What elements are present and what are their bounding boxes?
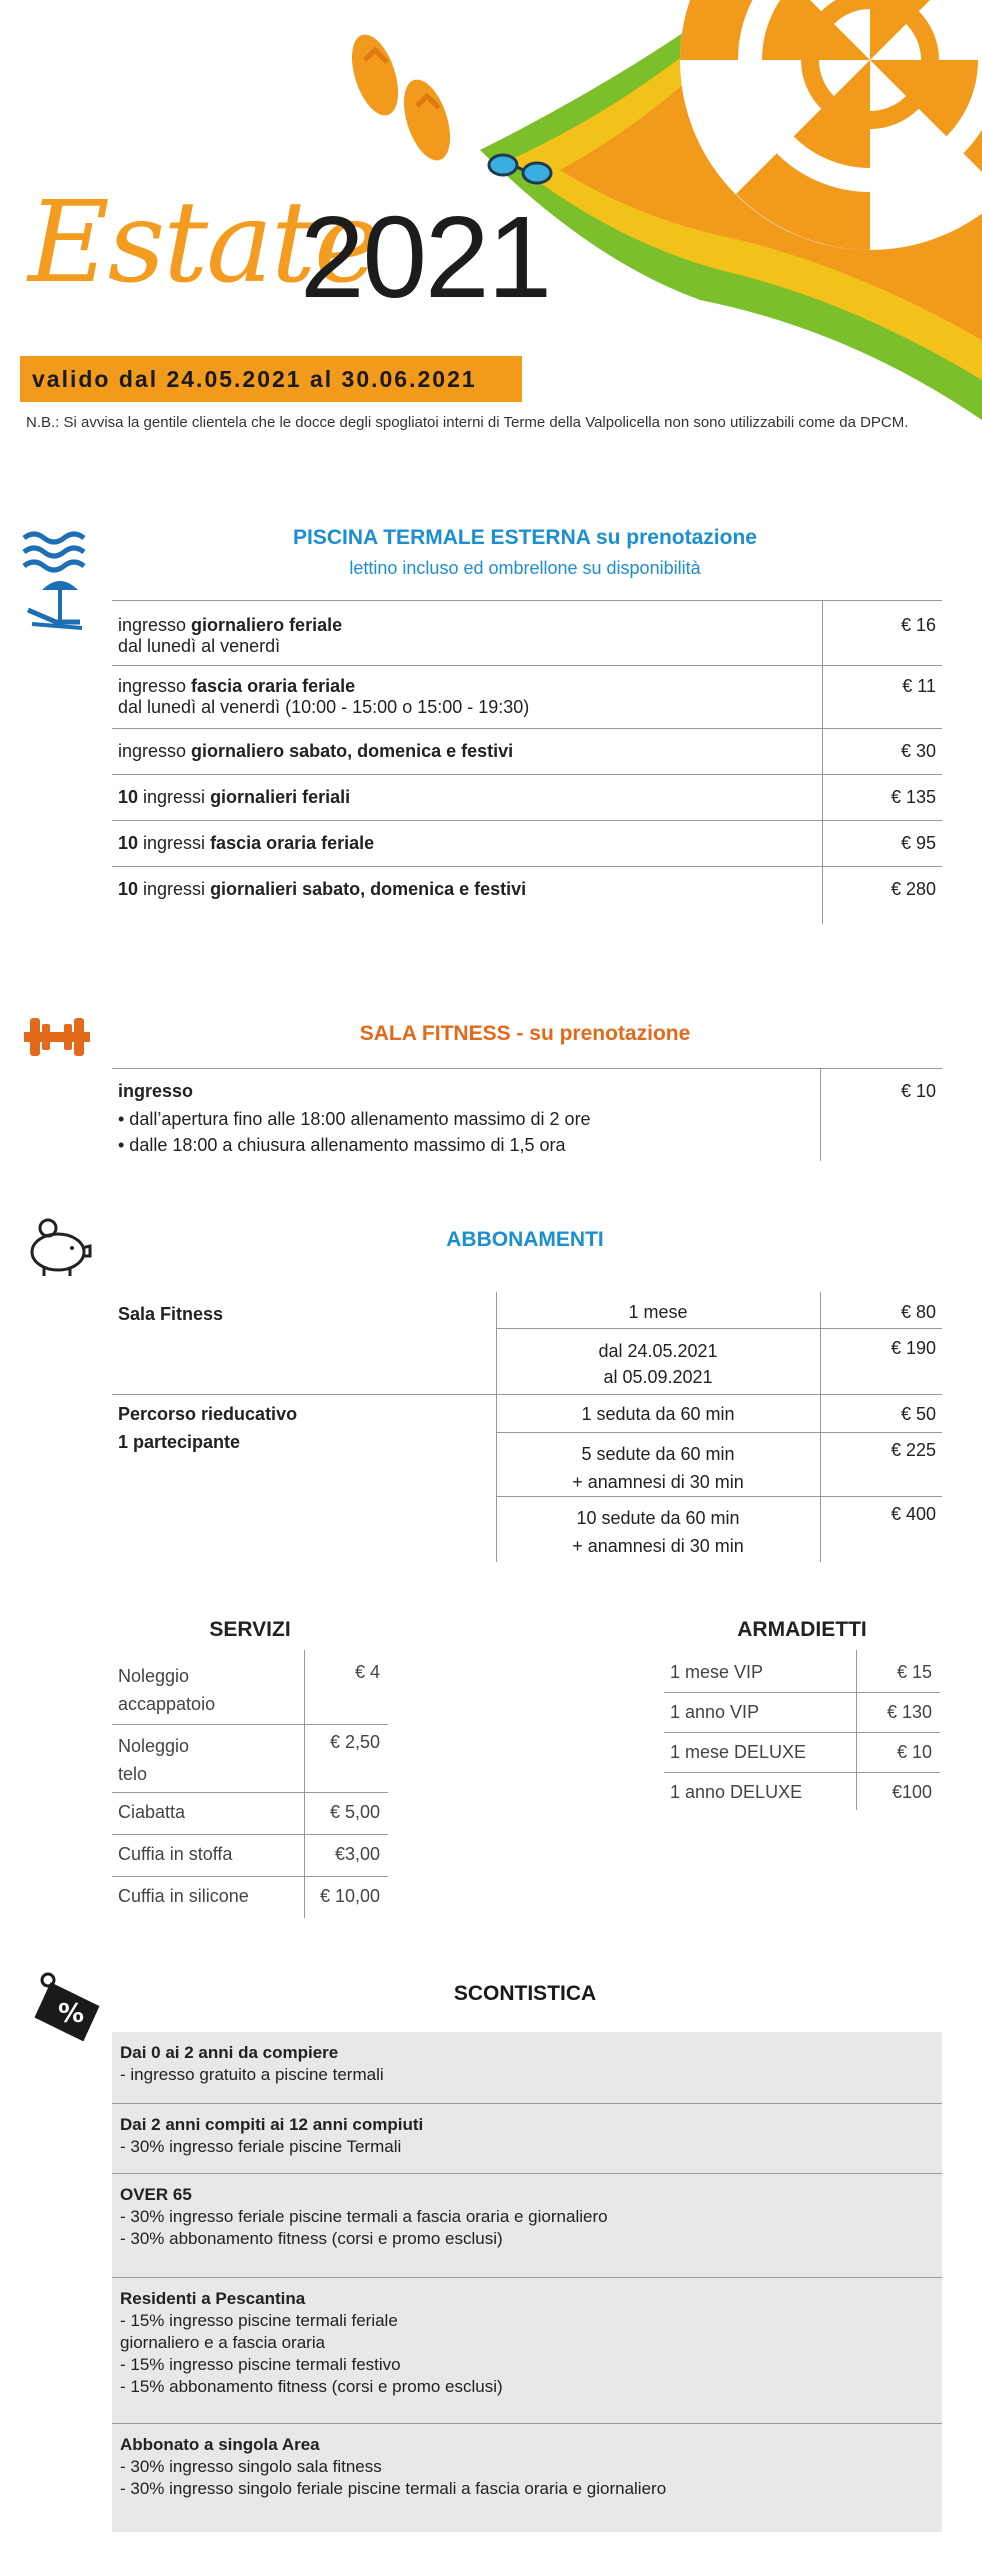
row-sep xyxy=(112,1792,388,1793)
servizi-price-0: € 4 xyxy=(354,1662,380,1682)
row-sep xyxy=(112,1834,388,1835)
row-sep xyxy=(112,1394,942,1395)
fitness-bullet-1: • dall’apertura fino alle 18:00 allenamento massimo di 2 ore xyxy=(118,1109,591,1129)
armadietti-col-divider xyxy=(856,1650,857,1810)
armadietti-table xyxy=(664,1650,940,1810)
row-sep xyxy=(496,1328,942,1329)
sf-desc-0: 1 mese xyxy=(628,1302,688,1322)
list-item: Dai 2 anni compiti ai 12 anni compiuti - 30% ingresso feriale piscine Termali xyxy=(112,2104,942,2174)
sf-desc-1: dal 24.05.2021 al 05.09.2021 xyxy=(598,1341,718,1387)
pr-price-1: € 225 xyxy=(890,1440,936,1460)
row-desc: ingresso giornaliero sabato, domenica e festivi xyxy=(112,729,822,775)
pr-desc-2: 10 sedute da 60 min + anamnesi di 30 min xyxy=(572,1508,744,1556)
row-price: € 280 xyxy=(822,867,942,925)
table-row xyxy=(112,775,942,821)
table-row xyxy=(112,729,942,775)
piscina-price-table xyxy=(112,600,942,924)
title-estate: Estate xyxy=(28,178,379,308)
row-desc: ingresso giornaliero feriale dal lunedì al venerdì xyxy=(112,601,822,666)
row-price: € 95 xyxy=(822,821,942,867)
percorso-line-1: Percorso rieducativo xyxy=(118,1404,298,1424)
sconti-list xyxy=(112,2032,942,2532)
list-item: OVER 65 - 30% ingresso feriale piscine termali a fascia oraria e giornaliero - 30% abbonamento fitness (corsi e promo esclusi) xyxy=(112,2174,942,2278)
servizi-desc-3: Cuffia in stoffa xyxy=(118,1844,233,1864)
fitness-title: SALA FITNESS - su prenotazione xyxy=(359,1022,691,1045)
row-sep xyxy=(664,1772,940,1773)
arm-desc-0: 1 mese VIP xyxy=(670,1662,764,1682)
servizi-col-divider xyxy=(304,1650,305,1918)
piggy-bank-icon xyxy=(22,1216,94,1280)
dumbbell-icon xyxy=(24,1014,90,1060)
pr-price-0: € 50 xyxy=(900,1404,936,1424)
list-item: Residenti a Pescantina - 15% ingresso piscine termali feriale giornaliero e a fascia oraria - 15% ingresso piscine termali festivo - 15% abbonamento fitness (corsi e promo esclusi) xyxy=(112,2278,942,2424)
servizi-title: SERVIZI xyxy=(209,1618,291,1641)
row-price: € 30 xyxy=(822,729,942,775)
servizi-price-1: € 2,50 xyxy=(329,1732,380,1752)
percorso-line-2: 1 partecipante xyxy=(118,1432,241,1452)
pr-desc-1: 5 sedute da 60 min + anamnesi di 30 min xyxy=(572,1444,744,1492)
fitness-bullet-2: • dalle 18:00 a chiusura allenamento massimo di 1,5 ora xyxy=(118,1135,566,1155)
fitness-price: € 10 xyxy=(900,1081,936,1101)
row-desc: ingresso fascia oraria feriale dal lunedì al venerdì (10:00 - 15:00 o 15:00 - 19:30) xyxy=(112,666,822,729)
discount-tag-icon xyxy=(26,1966,110,2050)
table-row xyxy=(112,666,942,729)
pool-icon xyxy=(22,528,94,638)
servizi-table xyxy=(112,1650,388,1918)
row-price: € 135 xyxy=(822,775,942,821)
arm-price-2: € 10 xyxy=(896,1742,932,1762)
row-sep xyxy=(112,1724,388,1725)
servizi-desc-2: Ciabatta xyxy=(118,1802,186,1822)
row-desc: 10 ingressi giornalieri sabato, domenica e festivi xyxy=(118,879,527,899)
arm-price-1: € 130 xyxy=(886,1702,932,1722)
arm-price-0: € 15 xyxy=(896,1662,932,1682)
row-desc: 10 ingressi giornalieri feriali xyxy=(112,775,822,821)
svg-text:%: % xyxy=(58,1999,85,2029)
arm-desc-2: 1 mese DELUXE xyxy=(670,1742,807,1762)
list-item: Abbonato a singola Area - 30% ingresso singolo sala fitness - 30% ingresso singolo feriale piscine termali a fascia oraria e giornaliero xyxy=(112,2424,942,2532)
row-sep xyxy=(112,1876,388,1877)
servizi-desc-1: Noleggio telo xyxy=(118,1736,190,1784)
row-sep xyxy=(496,1496,942,1497)
servizi-desc-4: Cuffia in silicone xyxy=(118,1886,249,1906)
fitness-block xyxy=(112,1068,942,1161)
title-year: 2021 xyxy=(300,192,551,322)
arm-desc-1: 1 anno VIP xyxy=(670,1702,760,1722)
table-row xyxy=(112,867,942,925)
row-desc: 10 ingressi fascia oraria feriale xyxy=(112,821,822,867)
table-row xyxy=(112,821,942,867)
abbonamenti-table xyxy=(112,1292,942,1562)
armadietti-title: ARMADIETTI xyxy=(737,1618,867,1641)
list-item: Dai 0 ai 2 anni da compiere - ingresso gratuito a piscine termali xyxy=(112,2032,942,2104)
sf-price-0: € 80 xyxy=(900,1302,936,1322)
col-divider-2 xyxy=(820,1292,821,1562)
row-sep xyxy=(664,1692,940,1693)
row-sep xyxy=(664,1732,940,1733)
pr-price-2: € 400 xyxy=(890,1504,936,1524)
abbonamenti-title: ABBONAMENTI xyxy=(446,1228,604,1251)
dpcm-note: N.B.: Si avvisa la gentile clientela che le docce degli spogliatoi interni di Terme della Valpolicella non sono utilizzabili come da DPCM. xyxy=(26,414,909,431)
arm-desc-3: 1 anno DELUXE xyxy=(670,1782,803,1802)
row-price: € 16 xyxy=(822,601,942,666)
row-price: € 11 xyxy=(822,666,942,729)
fitness-divider xyxy=(820,1069,821,1161)
servizi-desc-0: Noleggio accappatoio xyxy=(118,1666,216,1714)
sf-price-1: € 190 xyxy=(890,1338,936,1358)
sconti-title: SCONTISTICA xyxy=(453,1982,597,2005)
validity-banner: valido dal 24.05.2021 al 30.06.2021 xyxy=(20,356,522,402)
fitness-label: ingresso xyxy=(118,1081,194,1101)
arm-price-3: €100 xyxy=(891,1782,932,1802)
piscina-title: PISCINA TERMALE ESTERNA su prenotazione xyxy=(293,526,757,549)
servizi-price-2: € 5,00 xyxy=(329,1802,380,1822)
piscina-subtitle: lettino incluso ed ombrellone su disponibilità xyxy=(349,558,701,578)
row-sep xyxy=(496,1432,942,1433)
pr-desc-0: 1 seduta da 60 min xyxy=(581,1404,735,1424)
servizi-price-3: €3,00 xyxy=(334,1844,380,1864)
flip-flops-icon xyxy=(345,20,465,180)
sala-fitness-label: Sala Fitness xyxy=(118,1304,224,1324)
servizi-price-4: € 10,00 xyxy=(319,1886,380,1906)
table-row xyxy=(112,601,942,666)
